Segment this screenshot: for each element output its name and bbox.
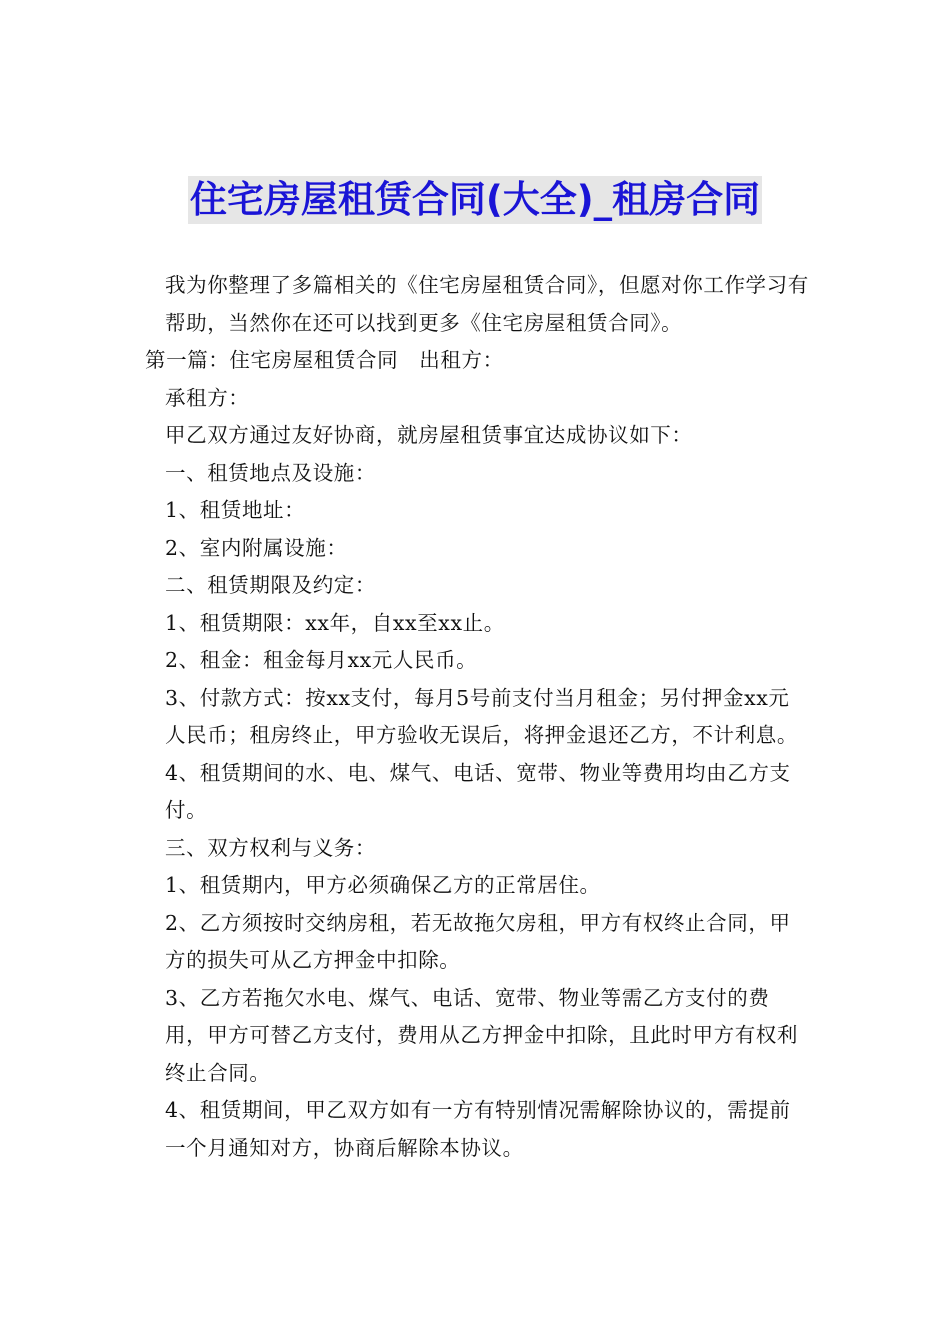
paragraph: 1、租赁期内，甲方必须确保乙方的正常居住。 bbox=[165, 873, 601, 897]
paragraph: 1、租赁期限：xx年，自xx至xx止。 bbox=[165, 610, 505, 635]
title-container bbox=[0, 176, 950, 224]
paragraph: 2、租金：租金每月xx元人民币。 bbox=[165, 648, 478, 672]
paragraph: 一、租赁地点及设施： bbox=[165, 460, 376, 485]
document-body bbox=[145, 267, 810, 1167]
paragraph: 4、租赁期间，甲乙双方如有一方有特别情况需解除协议的，需提前一个月通知对方，协商后解除本协议。 bbox=[165, 1098, 791, 1160]
paragraph: 4、租赁期间的水、电、煤气、电话、宽带、物业等费用均由乙方支付。 bbox=[165, 760, 791, 822]
document-title: 住宅房屋租赁合同(大全)_租房合同 bbox=[188, 176, 762, 224]
paragraph: 第一篇：住宅房屋租赁合同 出租方： bbox=[145, 348, 504, 372]
paragraph: 我为你整理了多篇相关的《住宅房屋租赁合同》，但愿对你工作学习有帮助，当然你在还可以找到更多《住宅房屋租赁合同》。 bbox=[165, 273, 809, 335]
paragraph: 1、租赁地址： bbox=[165, 498, 306, 522]
paragraph: 甲乙双方通过友好协商，就房屋租赁事宜达成协议如下： bbox=[165, 423, 693, 447]
paragraph: 2、室内附属设施： bbox=[165, 535, 348, 560]
paragraph: 3、乙方若拖欠水电、煤气、电话、宽带、物业等需乙方支付的费用，甲方可替乙方支付，费用从乙方押金中扣除，且此时甲方有权利终止合同。 bbox=[165, 985, 798, 1085]
paragraph: 3、付款方式：按xx支付，每月5号前支付当月租金；另付押金xx元人民币；租房终止，甲方验收无误后，将押金退还乙方，不计利息。 bbox=[165, 685, 798, 747]
paragraph: 三、双方权利与义务： bbox=[165, 835, 376, 860]
paragraph: 2、乙方须按时交纳房租，若无故拖欠房租，甲方有权终止合同，甲方的损失可从乙方押金中扣除。 bbox=[165, 910, 791, 972]
paragraph: 二、租赁期限及约定： bbox=[165, 573, 376, 597]
paragraph: 承租方： bbox=[165, 385, 250, 410]
